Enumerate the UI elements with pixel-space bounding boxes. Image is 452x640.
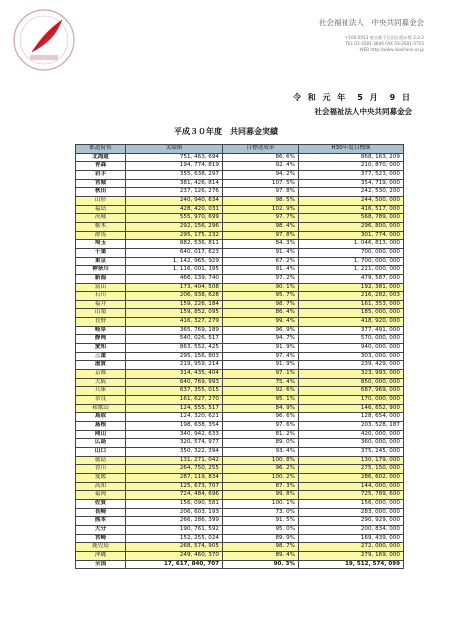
prefecture-cell: 鹿児島	[76, 543, 126, 552]
rate-cell: 89. 9%	[223, 534, 299, 543]
rate-cell: 89. 4%	[223, 551, 299, 560]
target-cell: 377, 523, 000	[299, 170, 404, 179]
table-row	[76, 543, 404, 552]
rate-cell: 98. 7%	[223, 300, 299, 309]
table-row	[76, 335, 404, 344]
actual-cell: 161, 627, 270	[126, 396, 223, 405]
actual-cell: 190, 761, 592	[126, 525, 223, 534]
rate-cell: 92. 4%	[223, 162, 299, 171]
col-header-rate: 目標達成率	[223, 145, 299, 154]
prefecture-cell: 愛媛	[76, 473, 126, 482]
rate-cell: 95. 7%	[223, 292, 299, 301]
rate-cell: 98. 7%	[223, 543, 299, 552]
target-cell: 242, 530, 200	[299, 188, 404, 197]
table-row	[76, 283, 404, 292]
prefecture-cell: 沖縄	[76, 551, 126, 560]
target-cell: 200, 834, 000	[299, 525, 404, 534]
prefecture-cell: 石川	[76, 292, 126, 301]
table-row	[76, 361, 404, 370]
prefecture-cell: 愛知	[76, 344, 126, 353]
rate-cell: 89. 0%	[223, 439, 299, 448]
actual-cell: 295, 156, 803	[126, 352, 223, 361]
actual-cell: 206, 938, 628	[126, 292, 223, 301]
actual-cell: 640, 017, 623	[126, 248, 223, 257]
rate-cell: 100. 8%	[223, 456, 299, 465]
actual-cell: 555, 970, 699	[126, 214, 223, 223]
target-cell: 416, 517, 000	[299, 205, 404, 214]
table-row	[76, 196, 404, 205]
target-cell: 239, 429, 000	[299, 361, 404, 370]
prefecture-cell: 栃木	[76, 222, 126, 231]
rate-cell: 93. 4%	[223, 447, 299, 456]
website-link[interactable]: WEB http://www.akaihane.or.jp	[359, 47, 424, 53]
rate-cell: 95. 1%	[223, 396, 299, 405]
prefecture-cell: 奈良	[76, 396, 126, 405]
col-header-prefecture: 都道府県	[76, 145, 126, 154]
table-row	[76, 292, 404, 301]
rate-cell: 91. 9%	[223, 361, 299, 370]
prefecture-cell: 福井	[76, 300, 126, 309]
actual-cell: 237, 126, 276	[126, 188, 223, 197]
rate-cell: 107. 5%	[223, 179, 299, 188]
prefecture-cell: 香川	[76, 465, 126, 474]
rate-cell: 96. 9%	[223, 326, 299, 335]
target-cell: 360, 000, 000	[299, 439, 404, 448]
prefecture-cell: 富山	[76, 283, 126, 292]
rate-cell: 97. 6%	[223, 422, 299, 431]
table-row	[76, 422, 404, 431]
col-header-target: H30年度目標額	[299, 145, 404, 154]
prefecture-cell: 兵庫	[76, 387, 126, 396]
actual-cell: 173, 404, 508	[126, 283, 223, 292]
table-row	[76, 326, 404, 335]
actual-cell: 159, 852, 095	[126, 309, 223, 318]
rate-cell: 98. 4%	[223, 222, 299, 231]
prefecture-cell: 新潟	[76, 274, 126, 283]
actual-cell: 540, 026, 517	[126, 335, 223, 344]
target-cell: 216, 282, 003	[299, 292, 404, 301]
actual-cell: 156, 090, 581	[126, 499, 223, 508]
table-row	[76, 248, 404, 257]
rate-cell: 92. 6%	[223, 387, 299, 396]
table-row	[76, 170, 404, 179]
table-row	[76, 473, 404, 482]
actual-cell: 1, 116, 001, 195	[126, 266, 223, 275]
address: 〒100-0013 東京都千代田区霞が関 3-3-2	[344, 35, 424, 40]
rate-cell: 86. 4%	[223, 309, 299, 318]
prefecture-cell: 静岡	[76, 335, 126, 344]
table-row	[76, 266, 404, 275]
rate-cell: 75. 4%	[223, 378, 299, 387]
rate-cell: 90. 3%	[223, 560, 299, 569]
table-row	[76, 300, 404, 309]
table-row	[76, 231, 404, 240]
target-cell: 725, 789, 600	[299, 491, 404, 500]
rate-cell: 91. 4%	[223, 248, 299, 257]
notice-issuer: 社会福祉法人中央共同募金会	[314, 107, 412, 116]
actual-cell: 340, 942, 633	[126, 430, 223, 439]
prefecture-cell: 福島	[76, 205, 126, 214]
rate-cell: 86. 6%	[223, 153, 299, 162]
prefecture-cell: 山口	[76, 447, 126, 456]
table-row	[76, 396, 404, 405]
table-row	[76, 222, 404, 231]
table-row	[76, 153, 404, 162]
actual-cell: 882, 536, 811	[126, 240, 223, 249]
rate-cell: 67. 2%	[223, 257, 299, 266]
target-cell: 161, 353, 000	[299, 300, 404, 309]
table-row	[76, 465, 404, 474]
rate-cell: 97. 7%	[223, 214, 299, 223]
prefecture-cell: 三重	[76, 352, 126, 361]
table-row	[76, 439, 404, 448]
table-row	[76, 430, 404, 439]
table-row	[76, 482, 404, 491]
target-cell: 700, 000, 000	[299, 248, 404, 257]
table-row	[76, 499, 404, 508]
prefecture-cell: 北海道	[76, 153, 126, 162]
prefecture-cell: 鳥取	[76, 413, 126, 422]
rate-cell: 99. 8%	[223, 491, 299, 500]
prefecture-cell: 島根	[76, 422, 126, 431]
actual-cell: 724, 484, 696	[126, 491, 223, 500]
target-cell: 275, 150, 000	[299, 465, 404, 474]
table-row	[76, 534, 404, 543]
rate-cell: 97. 4%	[223, 352, 299, 361]
target-cell: 354, 719, 000	[299, 179, 404, 188]
target-cell: 570, 000, 000	[299, 335, 404, 344]
prefecture-cell: 千葉	[76, 248, 126, 257]
target-cell: 203, 528, 187	[299, 422, 404, 431]
rate-cell: 96. 6%	[223, 413, 299, 422]
target-cell: 296, 800, 000	[299, 222, 404, 231]
target-cell: 850, 000, 000	[299, 378, 404, 387]
table-header-row	[76, 145, 404, 154]
target-cell: 377, 491, 000	[299, 326, 404, 335]
prefecture-cell: 岩手	[76, 170, 126, 179]
table-row	[76, 257, 404, 266]
rate-cell: 73. 0%	[223, 508, 299, 517]
actual-cell: 381, 426, 814	[126, 179, 223, 188]
target-cell: 244, 500, 000	[299, 196, 404, 205]
actual-cell: 152, 255, 024	[126, 534, 223, 543]
actual-cell: 125, 673, 707	[126, 482, 223, 491]
actual-cell: 355, 638, 297	[126, 170, 223, 179]
target-cell: 279, 169, 000	[299, 551, 404, 560]
target-cell: 940, 000, 000	[299, 344, 404, 353]
target-cell: 272, 000, 000	[299, 543, 404, 552]
prefecture-cell: 茨城	[76, 214, 126, 223]
prefecture-cell: 滋賀	[76, 361, 126, 370]
prefecture-cell: 山梨	[76, 309, 126, 318]
prefecture-cell: 青森	[76, 162, 126, 171]
actual-cell: 219, 959, 214	[126, 361, 223, 370]
rate-cell: 95. 0%	[223, 525, 299, 534]
table-row	[76, 205, 404, 214]
table-row	[76, 162, 404, 171]
actual-cell: 365, 769, 189	[126, 326, 223, 335]
target-cell: 283, 000, 000	[299, 508, 404, 517]
actual-cell: 1, 142, 965, 929	[126, 257, 223, 266]
target-cell: 169, 439, 000	[299, 534, 404, 543]
target-cell: 420, 000, 000	[299, 430, 404, 439]
table-row	[76, 318, 404, 327]
target-cell: 170, 000, 000	[299, 396, 404, 405]
prefecture-cell: 福岡	[76, 491, 126, 500]
actual-cell: 268, 574, 905	[126, 543, 223, 552]
prefecture-cell: 長野	[76, 318, 126, 327]
target-cell: 323, 993, 000	[299, 370, 404, 379]
rate-cell: 91. 5%	[223, 517, 299, 526]
table-row	[76, 240, 404, 249]
actual-cell: 640, 769, 993	[126, 378, 223, 387]
rate-cell: 84. 9%	[223, 404, 299, 413]
table-row	[76, 188, 404, 197]
actual-cell: 863, 552, 425	[126, 344, 223, 353]
table-row	[76, 309, 404, 318]
actual-cell: 194, 774, 819	[126, 162, 223, 171]
actual-cell: 198, 638, 354	[126, 422, 223, 431]
prefecture-cell: 徳島	[76, 456, 126, 465]
target-cell: 479, 587, 000	[299, 274, 404, 283]
address-block	[344, 35, 424, 54]
actual-cell: 751, 463, 694	[126, 153, 223, 162]
prefecture-cell: 岐阜	[76, 326, 126, 335]
target-cell: 868, 163, 209	[299, 153, 404, 162]
target-cell: 1, 700, 000, 000	[299, 257, 404, 266]
notice-date: 令 和 元 年 5 月 9 日	[292, 93, 412, 102]
prefecture-cell: 秋田	[76, 188, 126, 197]
table-row	[76, 404, 404, 413]
target-cell: 568, 789, 000	[299, 214, 404, 223]
rate-cell: 94. 2%	[223, 170, 299, 179]
table-row	[76, 456, 404, 465]
target-cell: 286, 602, 000	[299, 473, 404, 482]
table-total-row	[76, 560, 404, 569]
actual-cell: 124, 320, 621	[126, 413, 223, 422]
actual-cell: 249, 460, 370	[126, 551, 223, 560]
target-cell: 210, 870, 000	[299, 162, 404, 171]
prefecture-cell: 佐賀	[76, 499, 126, 508]
prefecture-cell: 全国	[76, 560, 126, 569]
table-row	[76, 447, 404, 456]
prefecture-cell: 京都	[76, 370, 126, 379]
target-cell: 301, 774, 000	[299, 231, 404, 240]
table-row	[76, 378, 404, 387]
actual-cell: 292, 156, 296	[126, 222, 223, 231]
rate-cell: 100. 2%	[223, 473, 299, 482]
rate-cell: 91. 4%	[223, 266, 299, 275]
table-row	[76, 508, 404, 517]
target-cell: 19, 512, 574, 099	[299, 560, 404, 569]
prefecture-cell: 高知	[76, 482, 126, 491]
table-row	[76, 525, 404, 534]
actual-cell: 159, 226, 184	[126, 300, 223, 309]
actual-cell: 287, 119, 834	[126, 473, 223, 482]
table-row	[76, 387, 404, 396]
target-cell: 192, 381, 000	[299, 283, 404, 292]
table-row	[76, 413, 404, 422]
actual-cell: 240, 940, 634	[126, 196, 223, 205]
rate-cell: 90. 1%	[223, 283, 299, 292]
actual-cell: 466, 139, 740	[126, 274, 223, 283]
table-row	[76, 352, 404, 361]
prefecture-cell: 群馬	[76, 231, 126, 240]
rate-cell: 99. 4%	[223, 318, 299, 327]
table-row	[76, 344, 404, 353]
actual-cell: 266, 286, 399	[126, 517, 223, 526]
org-name: 社会福祉法人 中央共同募金会	[319, 18, 424, 27]
prefecture-cell: 宮崎	[76, 534, 126, 543]
actual-cell: 428, 420, 031	[126, 205, 223, 214]
actual-cell: 124, 555, 517	[126, 404, 223, 413]
prefecture-cell: 長崎	[76, 508, 126, 517]
rate-cell: 91. 9%	[223, 344, 299, 353]
prefecture-cell: 広島	[76, 439, 126, 448]
target-cell: 156, 000, 000	[299, 499, 404, 508]
table-row	[76, 517, 404, 526]
prefecture-cell: 熊本	[76, 517, 126, 526]
table-row	[76, 551, 404, 560]
actual-cell: 295, 175, 232	[126, 231, 223, 240]
actual-cell: 637, 355, 015	[126, 387, 223, 396]
table-row	[76, 491, 404, 500]
prefecture-cell: 東京	[76, 257, 126, 266]
actual-cell: 350, 322, 394	[126, 447, 223, 456]
actual-cell: 264, 750, 255	[126, 465, 223, 474]
rate-cell: 102. 9%	[223, 205, 299, 214]
rate-cell: 84. 3%	[223, 240, 299, 249]
target-cell: 144, 000, 000	[299, 482, 404, 491]
prefecture-cell: 宮城	[76, 179, 126, 188]
table-row	[76, 370, 404, 379]
actual-cell: 206, 603, 193	[126, 508, 223, 517]
red-feather-logo	[12, 8, 76, 72]
target-cell: 185, 000, 000	[299, 309, 404, 318]
rate-cell: 100. 1%	[223, 499, 299, 508]
actual-cell: 314, 435, 404	[126, 370, 223, 379]
target-cell: 146, 652, 900	[299, 404, 404, 413]
rate-cell: 94. 7%	[223, 335, 299, 344]
actual-cell: 320, 574, 977	[126, 439, 223, 448]
rate-cell: 97. 8%	[223, 188, 299, 197]
rate-cell: 97. 1%	[223, 370, 299, 379]
actual-cell: 416, 327, 279	[126, 318, 223, 327]
prefecture-cell: 岡山	[76, 430, 126, 439]
results-table	[75, 144, 404, 569]
target-cell: 687, 969, 000	[299, 387, 404, 396]
target-cell: 418, 920, 000	[299, 318, 404, 327]
col-header-actual: 実績額	[126, 145, 223, 154]
prefecture-cell: 神奈川	[76, 266, 126, 275]
target-cell: 1, 046, 813, 000	[299, 240, 404, 249]
page-title: 平成３０年度 共同募金実績	[174, 127, 278, 136]
actual-cell: 17, 617, 840, 707	[126, 560, 223, 569]
phone-fax: TEL 03-3581-3846 FAX 03-3581-5755	[345, 41, 424, 47]
table-row	[76, 179, 404, 188]
target-cell: 128, 654, 000	[299, 413, 404, 422]
prefecture-cell: 埼玉	[76, 240, 126, 249]
rate-cell: 97. 8%	[223, 231, 299, 240]
rate-cell: 97. 2%	[223, 274, 299, 283]
target-cell: 303, 000, 000	[299, 352, 404, 361]
rate-cell: 96. 2%	[223, 465, 299, 474]
target-cell: 290, 929, 000	[299, 517, 404, 526]
actual-cell: 131, 271, 042	[126, 456, 223, 465]
target-cell: 1, 221, 000, 000	[299, 266, 404, 275]
rate-cell: 81. 2%	[223, 430, 299, 439]
target-cell: 375, 245, 000	[299, 447, 404, 456]
rate-cell: 98. 5%	[223, 196, 299, 205]
prefecture-cell: 山形	[76, 196, 126, 205]
prefecture-cell: 和歌山	[76, 404, 126, 413]
table-row	[76, 274, 404, 283]
rate-cell: 87. 3%	[223, 482, 299, 491]
prefecture-cell: 大分	[76, 525, 126, 534]
prefecture-cell: 大阪	[76, 378, 126, 387]
target-cell: 130, 179, 000	[299, 456, 404, 465]
table-row	[76, 214, 404, 223]
